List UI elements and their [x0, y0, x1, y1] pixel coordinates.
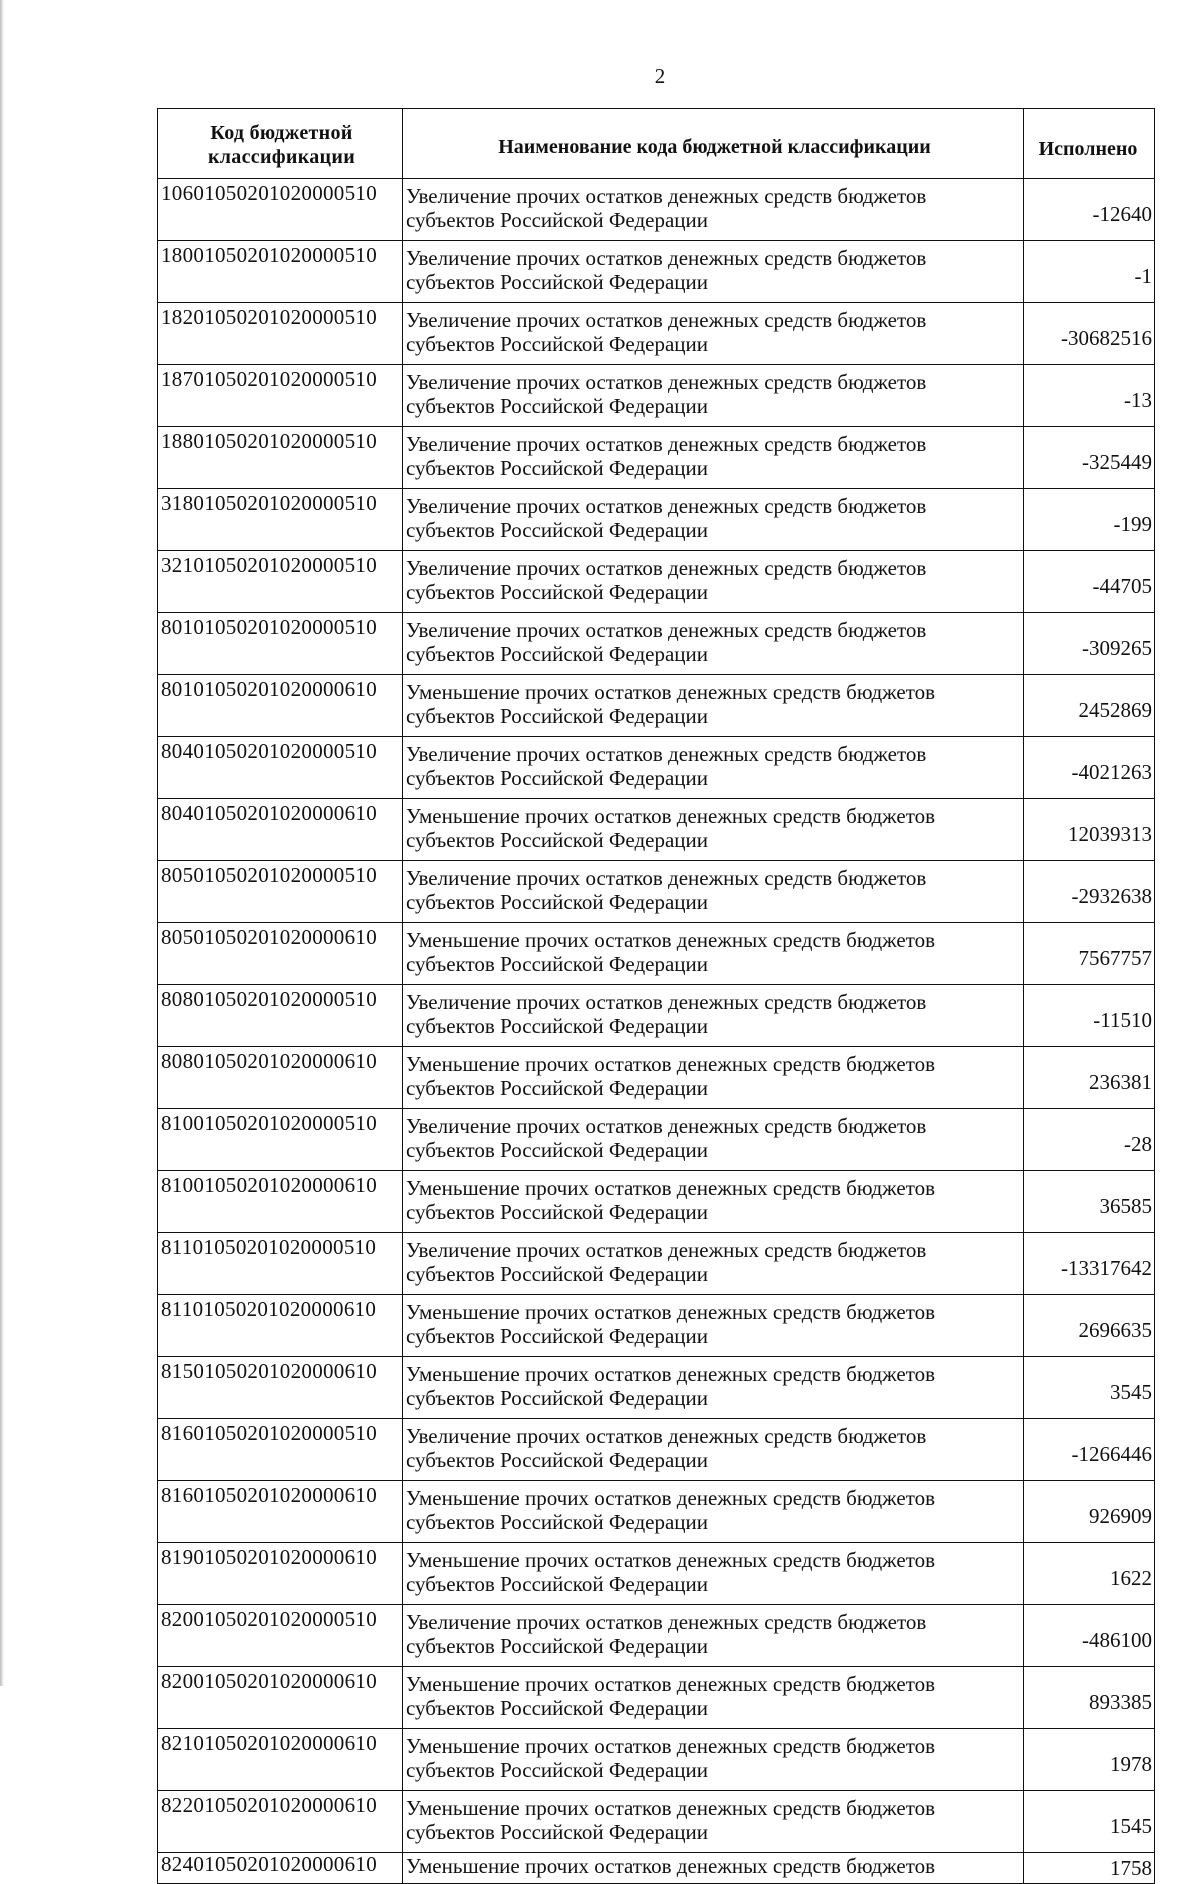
- cell-code: 81101050201020000510: [158, 1233, 403, 1295]
- cell-code: 80101050201020000610: [158, 675, 403, 737]
- cell-name-line-2: субъектов Российской Федерации: [406, 765, 709, 790]
- cell-code: 80501050201020000610: [158, 923, 403, 985]
- cell-executed: -2932638: [1024, 861, 1155, 923]
- cell-name: [403, 1233, 1024, 1295]
- cell-name-line-2: субъектов Российской Федерации: [406, 1075, 709, 1100]
- cell-executed: 236381: [1024, 1047, 1155, 1109]
- table-row: [158, 1543, 1155, 1605]
- cell-executed: -325449: [1024, 427, 1155, 489]
- cell-name: [403, 551, 1024, 613]
- cell-name: [403, 1171, 1024, 1233]
- cell-executed: 3545: [1024, 1357, 1155, 1419]
- cell-executed: 1622: [1024, 1543, 1155, 1605]
- table-row: [158, 1853, 1155, 1884]
- cell-name: [403, 675, 1024, 737]
- cell-code: 32101050201020000510: [158, 551, 403, 613]
- cell-name-line-1: Увеличение прочих остатков денежных средств бюджетов: [406, 618, 927, 642]
- cell-executed: -12640: [1024, 179, 1155, 241]
- cell-name-line-1: Уменьшение прочих остатков денежных средств бюджетов: [406, 1300, 936, 1324]
- table-row: [158, 675, 1155, 737]
- cell-name-line-1: Уменьшение прочих остатков денежных средств бюджетов: [406, 680, 936, 704]
- cell-name: [403, 1729, 1024, 1791]
- table-row: [158, 241, 1155, 303]
- cell-code: 10601050201020000510: [158, 179, 403, 241]
- cell-code: 18701050201020000510: [158, 365, 403, 427]
- cell-name-line-2: субъектов Российской Федерации: [406, 641, 709, 666]
- table-row: [158, 737, 1155, 799]
- cell-executed: -486100: [1024, 1605, 1155, 1667]
- table-row: [158, 1605, 1155, 1667]
- cell-name-line-1: Увеличение прочих остатков денежных средств бюджетов: [406, 432, 927, 456]
- header-name: Наименование кода бюджетной классификации: [403, 109, 1024, 179]
- cell-name: [403, 985, 1024, 1047]
- cell-name-line-2: субъектов Российской Федерации: [406, 331, 709, 356]
- table-row: [158, 1047, 1155, 1109]
- cell-name-line-2: субъектов Российской Федерации: [406, 889, 709, 914]
- table-row: [158, 861, 1155, 923]
- cell-executed: 1758: [1024, 1853, 1155, 1884]
- table-row: [158, 1667, 1155, 1729]
- cell-name: [403, 1791, 1024, 1853]
- cell-name-line-1: Уменьшение прочих остатков денежных средств бюджетов: [406, 928, 936, 952]
- table-row: [158, 1791, 1155, 1853]
- cell-code: 81601050201020000510: [158, 1419, 403, 1481]
- table-row: [158, 1233, 1155, 1295]
- cell-name: [403, 1853, 1024, 1884]
- cell-name: [403, 303, 1024, 365]
- cell-name-line-1: Уменьшение прочих остатков денежных средств бюджетов: [406, 1486, 936, 1510]
- cell-name-line-2: субъектов Российской Федерации: [406, 579, 709, 604]
- cell-name: [403, 1357, 1024, 1419]
- cell-name-line-2: субъектов Российской Федерации: [406, 1261, 709, 1286]
- cell-name-line-2: субъектов Российской Федерации: [406, 1695, 709, 1720]
- cell-name: [403, 1605, 1024, 1667]
- cell-name-line-1: Увеличение прочих остатков денежных средств бюджетов: [406, 556, 927, 580]
- budget-table: [157, 108, 1155, 1884]
- cell-name-line-2: субъектов Российской Федерации: [406, 703, 709, 728]
- cell-executed: -28: [1024, 1109, 1155, 1171]
- cell-name: [403, 241, 1024, 303]
- cell-executed: -1266446: [1024, 1419, 1155, 1481]
- cell-code: 18201050201020000510: [158, 303, 403, 365]
- table-row: [158, 1109, 1155, 1171]
- cell-name-line-1: Увеличение прочих остатков денежных средств бюджетов: [406, 1114, 927, 1138]
- cell-name-line-1: Уменьшение прочих остатков денежных средств бюджетов: [406, 1176, 936, 1200]
- cell-executed: -1: [1024, 241, 1155, 303]
- cell-code: 80101050201020000510: [158, 613, 403, 675]
- cell-name: [403, 179, 1024, 241]
- cell-code: 82001050201020000610: [158, 1667, 403, 1729]
- table-row: [158, 985, 1155, 1047]
- cell-name-line-2: субъектов Российской Федерации: [406, 1137, 709, 1162]
- cell-executed: 12039313: [1024, 799, 1155, 861]
- cell-code: 81601050201020000610: [158, 1481, 403, 1543]
- cell-name-line-1: Увеличение прочих остатков денежных средств бюджетов: [406, 990, 927, 1014]
- cell-name-line-1: Уменьшение прочих остатков денежных средств бюджетов: [406, 1734, 936, 1758]
- cell-code: 80501050201020000510: [158, 861, 403, 923]
- cell-code: 82201050201020000610: [158, 1791, 403, 1853]
- table-row: [158, 799, 1155, 861]
- cell-name-line-1: Увеличение прочих остатков денежных средств бюджетов: [406, 742, 927, 766]
- cell-name-line-1: Увеличение прочих остатков денежных средств бюджетов: [406, 494, 927, 518]
- cell-code: 80801050201020000510: [158, 985, 403, 1047]
- cell-code: 81001050201020000510: [158, 1109, 403, 1171]
- cell-name: [403, 799, 1024, 861]
- cell-name-line-2: субъектов Российской Федерации: [406, 269, 709, 294]
- table-row: [158, 551, 1155, 613]
- cell-code: 82401050201020000610: [158, 1853, 403, 1884]
- table-row: [158, 427, 1155, 489]
- cell-name-line-1: Увеличение прочих остатков денежных средств бюджетов: [406, 1424, 927, 1448]
- table-header-row: [158, 109, 1155, 179]
- cell-name-line-2: субъектов Российской Федерации: [406, 1323, 709, 1348]
- cell-code: 80401050201020000610: [158, 799, 403, 861]
- table-body: [158, 179, 1155, 1884]
- cell-name-line-1: Уменьшение прочих остатков денежных средств бюджетов: [406, 804, 936, 828]
- cell-name: [403, 1109, 1024, 1171]
- cell-name: [403, 923, 1024, 985]
- cell-executed: 1545: [1024, 1791, 1155, 1853]
- header-code: Код бюджетной классификации: [158, 109, 403, 179]
- cell-name-line-2: субъектов Российской Федерации: [406, 207, 709, 232]
- cell-name: [403, 613, 1024, 675]
- cell-name-line-1: Уменьшение прочих остатков денежных средств бюджетов: [406, 1672, 936, 1696]
- cell-executed: -11510: [1024, 985, 1155, 1047]
- cell-name-line-1: Увеличение прочих остатков денежных средств бюджетов: [406, 246, 927, 270]
- cell-name-line-2: субъектов Российской Федерации: [406, 827, 709, 852]
- cell-name-line-2: субъектов Российской Федерации: [406, 1633, 709, 1658]
- table-row: [158, 489, 1155, 551]
- cell-name-line-2: субъектов Российской Федерации: [406, 1447, 709, 1472]
- cell-executed: 2452869: [1024, 675, 1155, 737]
- table-row: [158, 923, 1155, 985]
- cell-name: [403, 737, 1024, 799]
- cell-name: [403, 365, 1024, 427]
- cell-executed: -30682516: [1024, 303, 1155, 365]
- cell-executed: -13: [1024, 365, 1155, 427]
- page-number: 2: [654, 64, 666, 88]
- cell-name-line-2: субъектов Российской Федерации: [406, 1819, 709, 1844]
- cell-name: [403, 489, 1024, 551]
- cell-name: [403, 1667, 1024, 1729]
- cell-name: [403, 1481, 1024, 1543]
- table-row: [158, 613, 1155, 675]
- table-row: [158, 1171, 1155, 1233]
- cell-name-line-2: субъектов Российской Федерации: [406, 455, 709, 480]
- cell-name: [403, 1047, 1024, 1109]
- cell-name-line-2: субъектов Российской Федерации: [406, 393, 709, 418]
- cell-code: 80801050201020000610: [158, 1047, 403, 1109]
- table-row: [158, 1419, 1155, 1481]
- cell-name-line-1: Уменьшение прочих остатков денежных средств бюджетов: [406, 1854, 936, 1878]
- cell-executed: 36585: [1024, 1171, 1155, 1233]
- scan-edge: [0, 0, 4, 1686]
- cell-name-line-2: субъектов Российской Федерации: [406, 1509, 709, 1534]
- cell-name: [403, 861, 1024, 923]
- cell-name-line-1: Увеличение прочих остатков денежных средств бюджетов: [406, 370, 927, 394]
- cell-code: 80401050201020000510: [158, 737, 403, 799]
- cell-name-line-2: субъектов Российской Федерации: [406, 951, 709, 976]
- cell-code: 18001050201020000510: [158, 241, 403, 303]
- cell-code: 81001050201020000610: [158, 1171, 403, 1233]
- cell-executed: 1978: [1024, 1729, 1155, 1791]
- table-row: [158, 1295, 1155, 1357]
- cell-executed: 2696635: [1024, 1295, 1155, 1357]
- header-executed: Исполнено: [1024, 109, 1155, 179]
- cell-executed: -4021263: [1024, 737, 1155, 799]
- cell-name-line-1: Увеличение прочих остатков денежных средств бюджетов: [406, 1238, 927, 1262]
- table-row: [158, 303, 1155, 365]
- cell-name-line-1: Увеличение прочих остатков денежных средств бюджетов: [406, 308, 927, 332]
- cell-code: 18801050201020000510: [158, 427, 403, 489]
- table-row: [158, 1729, 1155, 1791]
- cell-name-line-1: Увеличение прочих остатков денежных средств бюджетов: [406, 1610, 927, 1634]
- cell-executed: 926909: [1024, 1481, 1155, 1543]
- cell-code: 82001050201020000510: [158, 1605, 403, 1667]
- cell-name-line-1: Увеличение прочих остатков денежных средств бюджетов: [406, 184, 927, 208]
- cell-name-line-2: субъектов Российской Федерации: [406, 1013, 709, 1038]
- cell-name-line-2: субъектов Российской Федерации: [406, 1757, 709, 1782]
- table-row: [158, 1357, 1155, 1419]
- cell-name-line-1: Уменьшение прочих остатков денежных средств бюджетов: [406, 1362, 936, 1386]
- cell-executed: 7567757: [1024, 923, 1155, 985]
- cell-name-line-2: субъектов Российской Федерации: [406, 1199, 709, 1224]
- table-row: [158, 1481, 1155, 1543]
- cell-executed: -199: [1024, 489, 1155, 551]
- cell-name: [403, 1295, 1024, 1357]
- cell-name-line-1: Уменьшение прочих остатков денежных средств бюджетов: [406, 1548, 936, 1572]
- cell-name: [403, 1419, 1024, 1481]
- cell-code: 82101050201020000610: [158, 1729, 403, 1791]
- cell-name-line-2: субъектов Российской Федерации: [406, 1385, 709, 1410]
- cell-name-line-1: Увеличение прочих остатков денежных средств бюджетов: [406, 866, 927, 890]
- cell-code: 81901050201020000610: [158, 1543, 403, 1605]
- cell-code: 81501050201020000610: [158, 1357, 403, 1419]
- cell-name: [403, 1543, 1024, 1605]
- cell-executed: -44705: [1024, 551, 1155, 613]
- cell-executed: -13317642: [1024, 1233, 1155, 1295]
- cell-name-line-2: субъектов Российской Федерации: [406, 517, 709, 542]
- table-row: [158, 365, 1155, 427]
- table-row: [158, 179, 1155, 241]
- cell-name: [403, 427, 1024, 489]
- cell-name-line-1: Уменьшение прочих остатков денежных средств бюджетов: [406, 1796, 936, 1820]
- cell-executed: -309265: [1024, 613, 1155, 675]
- cell-executed: 893385: [1024, 1667, 1155, 1729]
- cell-name-line-2: субъектов Российской Федерации: [406, 1571, 709, 1596]
- cell-code: 81101050201020000610: [158, 1295, 403, 1357]
- cell-code: 31801050201020000510: [158, 489, 403, 551]
- cell-name-line-1: Уменьшение прочих остатков денежных средств бюджетов: [406, 1052, 936, 1076]
